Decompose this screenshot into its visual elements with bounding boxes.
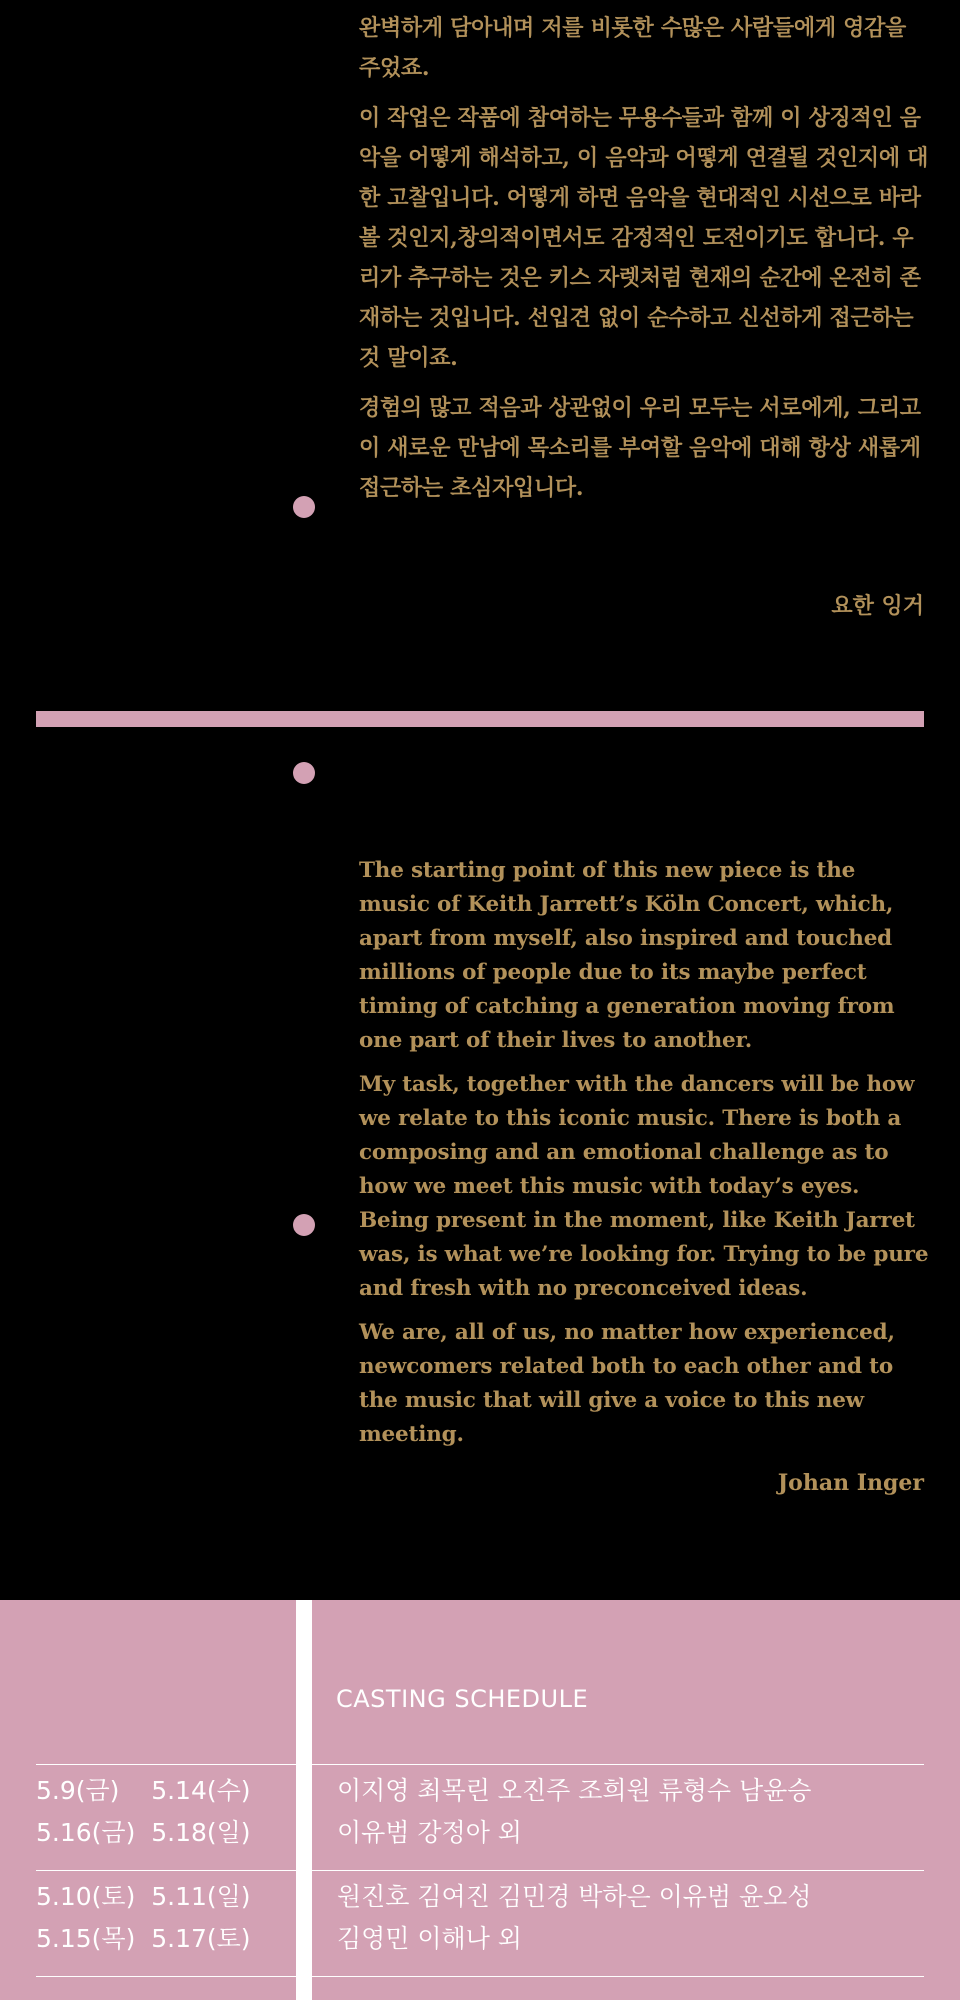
section-divider [36, 711, 924, 727]
pink-dot-marker [293, 762, 315, 784]
row-divider [36, 1764, 296, 1765]
cast-row-1-dates [36, 1770, 251, 1854]
cast-row-2-names-line-2: 김영민 이해나 외 [337, 1924, 522, 1953]
cast-row-1-date-line-2: 5.16(금) 5.18(일) [36, 1818, 251, 1847]
english-paragraph-1: The starting point of this new piece is the music of Keith Jarrett’s Köln Concert, which, apart from myself, also inspired and touched millions of people due to its maybe perfect timing of catching a generation moving from one part of their lives to another. [359, 858, 895, 1053]
korean-paragraph-2: 이 작업은 작품에 참여하는 무용수들과 함께 이 상징적인 음악을 어떻게 해석하고, 이 음악과 어떻게 연결될 것인지에 대한 고찰입니다. 어떻게 하면 음악을 현대적인 시선으로 바라볼 것인지,창의적이면서도 감정적인 도전이기도 합니다. 우리가 추구하는 것은 키스 자렛처럼 현재의 순간에 온전히 존재하는 것입니다. 선입견 없이 순수하고 신선하게 접근하는 것 말이죠. [359, 105, 929, 371]
english-signature: Johan Inger [777, 1470, 924, 1496]
cast-row-2-names [337, 1876, 927, 1960]
korean-paragraph-1: 완벽하게 담아내며 저를 비롯한 수많은 사람들에게 영감을 주었죠. [359, 15, 907, 81]
casting-schedule-section [0, 1600, 960, 2000]
row-divider [36, 1976, 296, 1977]
cast-row-2-date-line-1: 5.10(토) 5.11(일) [36, 1882, 251, 1911]
korean-paragraph-3: 경험의 많고 적음과 상관없이 우리 모두는 서로에게, 그리고 이 새로운 만남에 목소리를 부여할 음악에 대해 항상 새롭게 접근하는 초심자입니다. [359, 395, 921, 501]
korean-signature: 요한 잉거 [831, 593, 924, 619]
pink-dot-marker [293, 1214, 315, 1236]
row-divider [312, 1764, 924, 1765]
korean-note [359, 8, 929, 508]
cast-row-2-names-line-1: 원진호 김여진 김민경 박하은 이유범 윤오성 [337, 1882, 812, 1911]
pink-dot-marker [293, 496, 315, 518]
cast-row-1-names [337, 1770, 927, 1854]
cast-row-1-names-line-1: 이지영 최목린 오진주 조희원 류형수 남윤승 [337, 1776, 812, 1805]
row-divider [36, 1870, 296, 1871]
cast-row-2-dates [36, 1876, 251, 1960]
english-note [359, 854, 929, 1452]
row-divider [312, 1870, 924, 1871]
row-divider [312, 1976, 924, 1977]
vertical-divider [296, 1600, 312, 2000]
cast-row-1-names-line-2: 이유범 강정아 외 [337, 1818, 522, 1847]
casting-schedule-title: CASTING SCHEDULE [336, 1685, 589, 1713]
english-paragraph-3: We are, all of us, no matter how experienced, newcomers related both to each other and to the music that will give a voice to this new meeting. [359, 1320, 895, 1447]
cast-row-2-date-line-2: 5.15(목) 5.17(토) [36, 1924, 251, 1953]
cast-row-1-date-line-1: 5.9(금) 5.14(수) [36, 1776, 251, 1805]
english-paragraph-2: My task, together with the dancers will be how we relate to this iconic music. There is both a composing and an emotional challenge as to how we meet this music with today’s eyes. Being present in the moment, like Keith Jarret was, is what we’re looking for. Trying to be pure and fresh with no preconceived ideas. [359, 1072, 929, 1301]
